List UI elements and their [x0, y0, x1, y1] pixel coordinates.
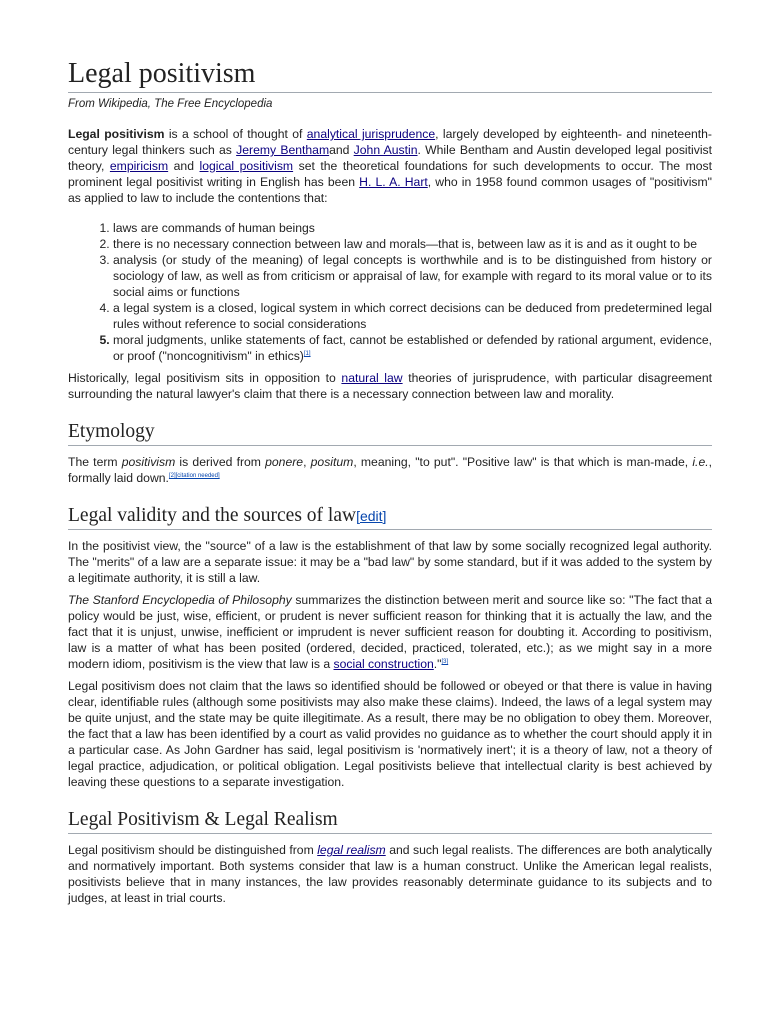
validity-paragraph-3: Legal positivism does not claim that the laws so identified should be followed or obeyed or that there is value in having clear, identifiable rules (although some positivists may also make these claims). Indeed, the laws of a legal system may be quite unjust, and the state may be quite illegitimate. As a result, there may be no obligation to obey them. Moreover, the fact that a law has been identified by a court as valid provides no guidance as to whether the court should apply it in a particular case. As John Gardner has said, legal positivism is 'normatively inert'; it is a theory of law, not a theory of legal practice, adjudication, or political obligation. Legal positivists believe that intellectual clarity is best achieved by leaving these questions to a separate investigation.: [68, 679, 712, 789]
heading-legal-validity-text: Legal validity and the sources of law: [68, 505, 357, 526]
link-john-austin[interactable]: John Austin: [353, 143, 418, 157]
etymology-text-3: ,: [303, 455, 311, 469]
link-legal-realism-text: legal realism: [317, 843, 386, 857]
historically-text-1: Historically, legal positivism sits in opposition to: [68, 371, 342, 385]
historically-paragraph: [68, 370, 712, 402]
intro-text-2: , largely developed by eighteenth- and nineteenth-century legal thinkers such as: [68, 127, 712, 157]
intro-term: Legal positivism: [68, 127, 165, 141]
etymology-text-2: is derived from: [175, 455, 266, 469]
article: [68, 0, 712, 906]
intro-text-4: . While Bentham and Austin developed legal positivist theory,: [68, 143, 713, 173]
realism-text-2: and such legal realists. The differences are both analytically and normatively important. Both systems consider that law is a human construct. Unlike the American legal realists, positivists believe that in many instances, the law provides reasonably determinate guidance to its subjects and to judges, at least in trial courts.: [68, 843, 712, 905]
intro-text-7: , who in 1958 found common usages of "positivism" as applied to law to include the contentions that:: [68, 175, 712, 205]
link-social-construction[interactable]: social construction: [333, 657, 434, 671]
validity-paragraph-2: [68, 592, 712, 672]
citation-ref-1[interactable]: [1]: [303, 350, 311, 357]
link-jeremy-bentham[interactable]: Jeremy Bentham: [236, 143, 330, 157]
page-title: Legal positivism: [68, 58, 712, 93]
link-natural-law[interactable]: natural law: [341, 371, 403, 385]
link-logical-positivism[interactable]: logical positivism: [199, 159, 294, 173]
citation-ref-3[interactable]: [3]: [441, 658, 449, 665]
etymology-text-4: , meaning, "to put". "Positive law" is that which is man-made,: [353, 455, 693, 469]
etymology-term-positum: positum: [310, 455, 354, 469]
list-item: [113, 332, 712, 364]
intro-paragraph: [68, 126, 712, 206]
etymology-text-5: , formally laid down.: [68, 455, 712, 485]
etymology-term-positivism: positivism: [121, 455, 176, 469]
realism-text-1: Legal positivism should be distinguished from: [68, 843, 318, 857]
heading-legal-realism: Legal Positivism & Legal Realism: [68, 808, 712, 834]
etymology-term-ponere: ponere: [265, 455, 304, 469]
edit-link[interactable]: edit: [359, 508, 383, 524]
page-subtitle: From Wikipedia, The Free Encyclopedia: [68, 98, 273, 110]
list-item: 4. a legal system is a closed, logical system in which correct decisions can be deduced from predetermined legal rules without reference to social considerations: [113, 300, 712, 332]
contentions-list: [68, 220, 712, 364]
intro-text-3: and: [329, 143, 354, 157]
intro-text-5: and: [168, 159, 200, 173]
intro-text-1: is a school of thought of: [164, 127, 307, 141]
link-analytical-jurisprudence[interactable]: analytical jurisprudence: [306, 127, 436, 141]
link-hla-hart[interactable]: H. L. A. Hart: [359, 175, 428, 189]
etymology-text-1: The term: [68, 455, 122, 469]
list-item: 1. laws are commands of human beings: [113, 220, 712, 236]
link-empiricism[interactable]: empiricism: [109, 159, 169, 173]
list-item: 3. analysis (or study of the meaning) of legal concepts is worthwhile and is to be distinguished from history or sociology of law, as well as from criticism or appraisal of law, for example with regard to its moral value or to its social aims or functions: [113, 252, 712, 300]
etymology-paragraph: [68, 454, 712, 486]
validity-p2-text-2: .": [433, 657, 442, 671]
validity-paragraph-1: In the positivist view, the "source" of a law is the establishment of that law by some socially recognized legal authority. The "merits" of a law are a separate issue: it may be a "bad law" by some standard, but if it was added to the system by a legitimate authority, it is still a law.: [68, 539, 712, 585]
stanford-encyclopedia-title: The Stanford Encyclopedia of Philosophy: [68, 593, 292, 607]
citation-ref-2[interactable]: [2][citation needed]: [168, 472, 220, 479]
intro-text-6: set the theoretical foundations for such developments to occur. The most prominent legal positivist writing in English has been: [68, 159, 713, 189]
validity-p2-text-1: summarizes the distinction between merit and source like so: "The fact that a policy would be just, wise, efficient, or prudent is never sufficient reason for thinking that it is actually the law, and the fact that it is unjust, unwise, inefficient or imprudent is never sufficient reason for doubting it. According to positivism, law is a matter of what has been posited (ordered, decided, practiced, tolerated, etc.); as we might say in a more modern idiom, positivism is the view that law is a: [68, 593, 712, 671]
list-item: 2. there is no necessary connection between law and morals—that is, between law as it is and as it ought to be: [113, 236, 712, 252]
historically-text-2: theories of jurisprudence, with particular disagreement surrounding the natural lawyer's claim that there is a necessary connection between law and morality.: [68, 371, 712, 401]
list-item-text: moral judgments, unlike statements of fact, cannot be established or defended by rational argument, evidence, or proof ("noncognitivism" in ethics): [113, 333, 712, 363]
etymology-ie: i.e.: [692, 455, 709, 469]
heading-legal-validity: [68, 504, 712, 530]
link-legal-realism[interactable]: [317, 843, 386, 857]
realism-paragraph: [68, 842, 712, 906]
edit-section: [edit]: [356, 508, 387, 524]
heading-etymology: Etymology: [68, 420, 712, 446]
